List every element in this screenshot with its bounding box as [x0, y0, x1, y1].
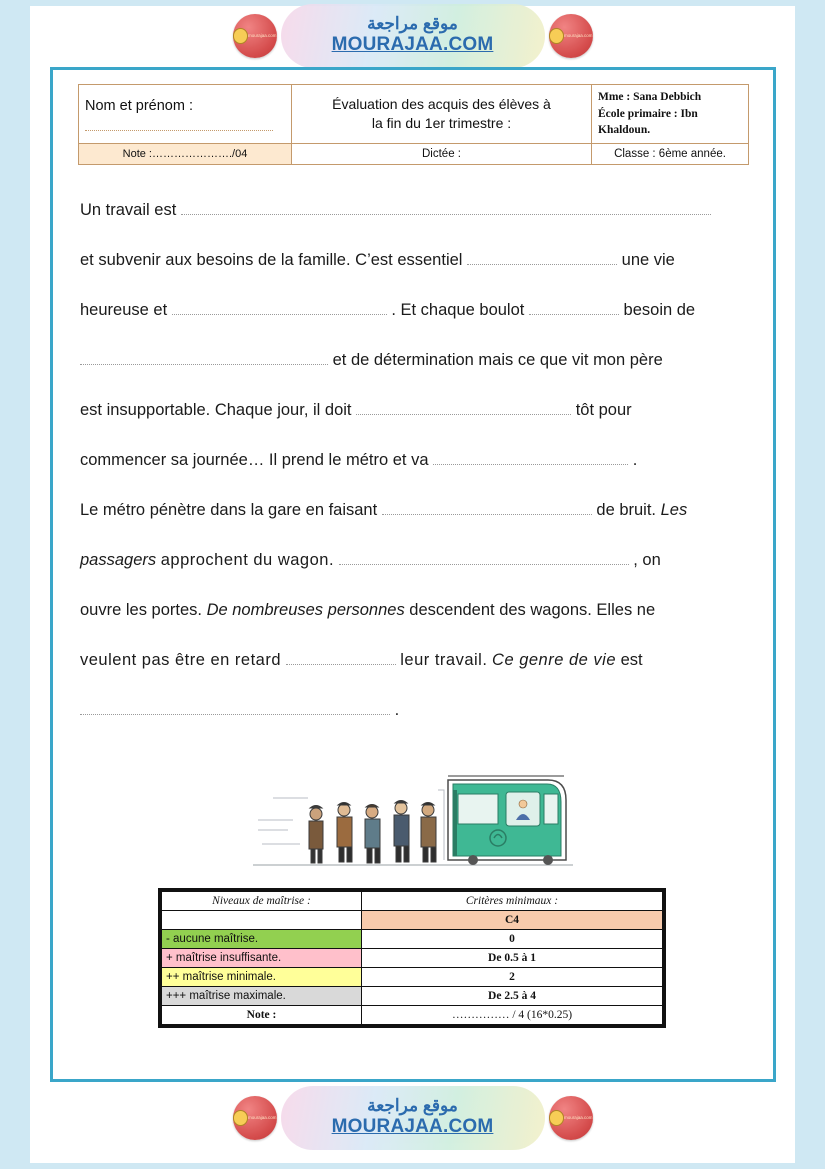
logo-label: mourajaa.com [247, 32, 277, 38]
banner-pill-bottom [247, 1086, 593, 1150]
line9-part3: descendent des wagons. Elles ne [409, 601, 656, 619]
text-line-7 [80, 485, 752, 535]
text-line-8 [80, 535, 752, 585]
line7-part3: Les [660, 501, 688, 519]
blank-3[interactable] [172, 303, 387, 315]
value-1: De 0.5 à 1 [362, 949, 663, 968]
banner-url[interactable]: MOURAJAA.COM [331, 33, 494, 55]
criteria-note-label: Note : [162, 1006, 362, 1025]
exam-title-line2: la fin du 1er trimestre : [371, 115, 512, 131]
line10-part4: est [620, 651, 643, 669]
level-3: +++ maîtrise maximale. [162, 987, 362, 1006]
blank-11[interactable] [80, 703, 390, 715]
line9-part2: De nombreuses personnes [206, 601, 405, 619]
blank-2[interactable] [467, 253, 617, 265]
text-line-5 [80, 385, 752, 435]
line7-part2: de bruit. [596, 501, 657, 519]
metro-illustration [248, 760, 578, 880]
line4-part1: et de détermination mais ce que vit mon père [332, 351, 663, 369]
text-line-2 [80, 235, 752, 285]
line5-part1: est insupportable. Chaque jour, il doit [80, 401, 352, 419]
table-row [162, 949, 663, 968]
line9-part1: ouvre les portes. [80, 601, 202, 619]
line2-part2: une vie [621, 251, 675, 269]
exam-title-cell [292, 85, 592, 144]
line10-part1: veulent pas être en retard [80, 651, 282, 669]
bulb-icon-br [549, 1110, 564, 1126]
criteria-col2-header: Critères minimaux : [362, 892, 663, 911]
name-input-line[interactable] [85, 130, 273, 131]
value-3: De 2.5 à 4 [362, 987, 663, 1006]
table-row [162, 968, 663, 987]
mourajaa-logo-icon [233, 14, 277, 58]
top-watermark-banner [0, 2, 825, 70]
worksheet-frame [50, 67, 776, 1082]
name-field-cell[interactable] [79, 85, 292, 144]
blank-7[interactable] [433, 453, 628, 465]
criteria-c4-row [162, 911, 663, 930]
level-2: ++ maîtrise minimale. [162, 968, 362, 987]
line6-part2: . [632, 451, 638, 469]
blank-10[interactable] [286, 653, 396, 665]
teacher-name: Mme : Sana Debbich [598, 91, 702, 103]
blank-4[interactable] [529, 303, 619, 315]
text-line-4 [80, 335, 752, 385]
banner-arabic-title-bottom: موقع مراجعة [367, 1096, 458, 1116]
school-name: École primaire : Ibn Khaldoun. [598, 107, 698, 137]
mourajaa-logo-icon-right [549, 14, 593, 58]
logo-label-br: mourajaa.com [563, 1114, 593, 1120]
criteria-header-row [162, 892, 663, 911]
line3-part2: . Et chaque boulot [391, 301, 525, 319]
criteria-table-wrapper [158, 888, 666, 1028]
mourajaa-logo-icon-bottom-right [549, 1096, 593, 1140]
level-0: - aucune maîtrise. [162, 930, 362, 949]
text-line-9 [80, 585, 752, 635]
table-row [162, 987, 663, 1006]
line10-part3: Ce genre de vie [492, 651, 617, 669]
blank-8[interactable] [382, 503, 592, 515]
line2-part1: et subvenir aux besoins de la famille. C’est essentiel [80, 251, 463, 269]
banner-arabic-title: موقع مراجعة [367, 14, 458, 34]
value-2: 2 [362, 968, 663, 987]
line6-part1: commencer sa journée… Il prend le métro et va [80, 451, 429, 469]
banner-url-bottom[interactable]: MOURAJAA.COM [331, 1115, 494, 1137]
blank-6[interactable] [356, 403, 571, 415]
line8-part1: passagers [80, 551, 157, 569]
line1-part1: Un travail est [80, 201, 177, 219]
blank-1[interactable] [181, 203, 711, 215]
criteria-note-row[interactable] [162, 1006, 663, 1025]
name-label: Nom et prénom : [85, 97, 193, 114]
logo-label-bl: mourajaa.com [247, 1114, 277, 1120]
text-line-10 [80, 635, 752, 685]
criteria-c4: C4 [362, 911, 663, 930]
bulb-icon [233, 28, 248, 44]
banner-pill [247, 4, 593, 68]
line8-part2: approchent du wagon. [160, 551, 335, 569]
dictation-text [80, 185, 752, 735]
table-row [162, 930, 663, 949]
level-1: + maîtrise insuffisante. [162, 949, 362, 968]
class-cell: Classe : 6ème année. [592, 144, 749, 165]
criteria-note-value[interactable]: …………… / 4 (16*0.25) [362, 1006, 663, 1025]
line7-part1: Le métro pénètre dans la gare en faisant [80, 501, 378, 519]
bottom-watermark-banner [0, 1084, 825, 1152]
blank-5[interactable] [80, 353, 328, 365]
text-line-1 [80, 185, 752, 235]
mourajaa-logo-icon-bottom-left [233, 1096, 277, 1140]
teacher-info-cell [592, 85, 749, 144]
line3-part1: heureuse et [80, 301, 168, 319]
value-0: 0 [362, 930, 663, 949]
header-table [78, 84, 749, 165]
bulb-icon-bl [233, 1110, 248, 1126]
dictee-cell: Dictée : [292, 144, 592, 165]
line3-part3: besoin de [623, 301, 696, 319]
text-line-6 [80, 435, 752, 485]
criteria-col1-header: Niveaux de maîtrise : [162, 892, 362, 911]
exam-title-line1: Évaluation des acquis des élèves à [332, 96, 551, 113]
line11-part1: . [394, 701, 400, 719]
bulb-icon-right [549, 28, 564, 44]
logo-label-right: mourajaa.com [563, 32, 593, 38]
line5-part2: tôt pour [575, 401, 632, 419]
text-line-3 [80, 285, 752, 335]
line8-part3: , on [633, 551, 661, 569]
blank-9[interactable] [339, 553, 629, 565]
note-cell[interactable]: Note :…………………./04 [79, 144, 292, 165]
criteria-table [161, 891, 663, 1025]
criteria-empty-cell [162, 911, 362, 930]
line10-part2: leur travail. [400, 651, 488, 669]
text-line-11 [80, 685, 752, 735]
